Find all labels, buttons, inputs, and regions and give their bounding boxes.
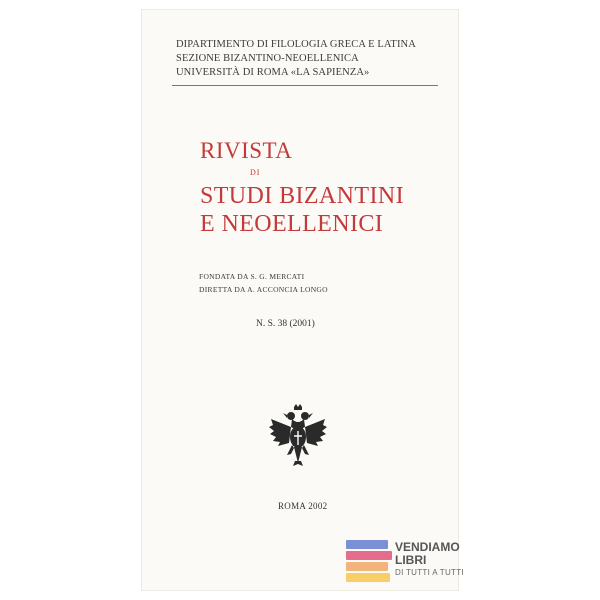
title-connector: DI	[250, 168, 261, 177]
double-headed-eagle-icon	[265, 403, 331, 469]
badge-book-stripe-2	[346, 551, 392, 560]
header-divider	[172, 85, 438, 86]
department-header	[176, 38, 438, 80]
title-line-1: RIVISTA	[200, 138, 293, 163]
badge-line-2: LIBRI	[395, 553, 427, 567]
department-line-2: SEZIONE BIZANTINO-NEOELLENICA	[176, 53, 359, 64]
vendiamo-libri-badge[interactable]	[346, 538, 596, 588]
badge-text	[395, 541, 464, 579]
badge-line-3: DI TUTTI A TUTTI	[395, 568, 464, 577]
editorial-credits	[199, 270, 439, 296]
publication-place-year: ROMA 2002	[278, 501, 328, 511]
founded-by: FONDATA DA S. G. MERCATI	[199, 272, 305, 281]
badge-book-stripe-1	[346, 540, 388, 549]
title-line-3: E NEOELLENICI	[200, 211, 384, 237]
badge-line-1: VENDIAMO	[395, 540, 460, 554]
department-line-3: UNIVERSITÀ DI ROMA «LA SAPIENZA»	[176, 67, 370, 78]
badge-book-stripe-4	[346, 573, 390, 582]
issue-number: N. S. 38 (2001)	[256, 319, 315, 329]
badge-book-stripe-3	[346, 562, 388, 571]
journal-title	[200, 138, 450, 238]
directed-by: DIRETTA DA A. ACCONCIA LONGO	[199, 285, 328, 294]
department-line-1: DIPARTIMENTO DI FILOLOGIA GRECA E LATINA	[176, 39, 416, 50]
title-line-2: STUDI BIZANTINI	[200, 183, 404, 209]
